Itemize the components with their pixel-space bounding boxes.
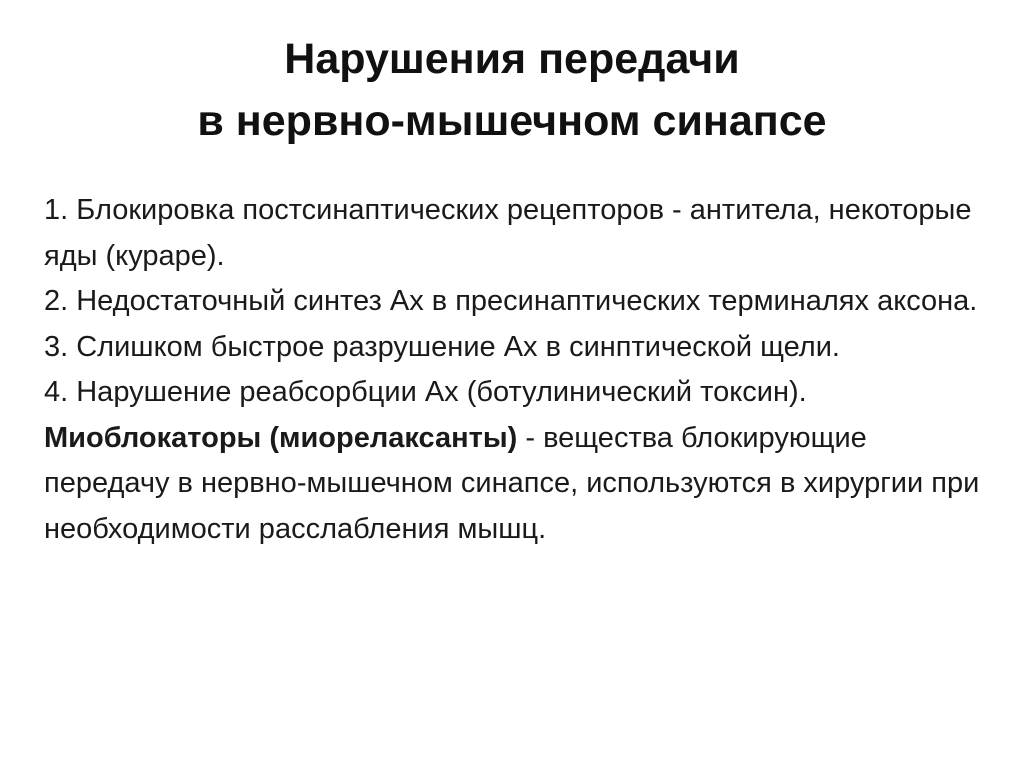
definition-term: Миоблокаторы (миорелаксанты) bbox=[44, 421, 518, 454]
definition-paragraph bbox=[44, 416, 994, 553]
slide-title bbox=[0, 28, 1024, 152]
list-item: 1. Блокировка постсинаптических рецепторов - антитела, некоторые яды (кураре). bbox=[44, 194, 972, 272]
definition-text: - вещества блокирующие передачу в нервно-мышечном синапсе, используются в хирургии при необходимости расслабления мышц. bbox=[44, 421, 980, 545]
slide-body bbox=[44, 188, 994, 552]
title-line-1: Нарушения передачи bbox=[284, 35, 740, 83]
list-item: 4. Нарушение реабсорбции Ах (ботулинический токсин). bbox=[44, 376, 807, 408]
list-item: 3. Слишком быстрое разрушение Ах в синптической щели. bbox=[44, 330, 840, 363]
list-item: 2. Недостаточный синтез Ах в пресинаптических терминалях аксона. bbox=[44, 285, 978, 317]
title-line-2: в нервно-мышечном синапсе bbox=[197, 97, 827, 145]
